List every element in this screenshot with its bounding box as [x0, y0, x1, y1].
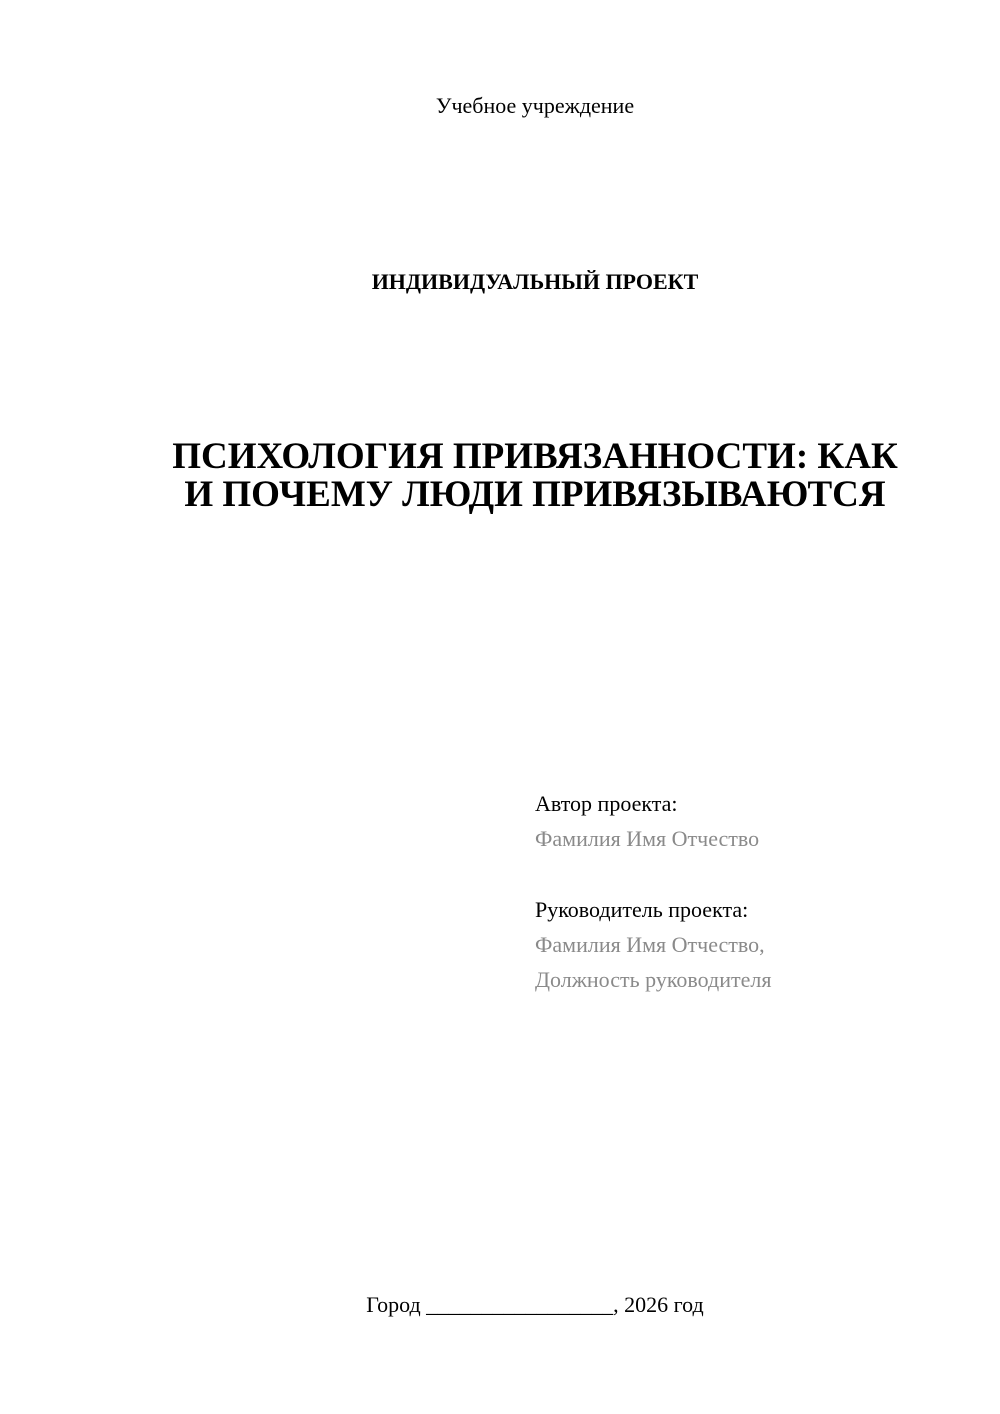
author-label: Автор проекта: [535, 791, 678, 816]
supervisor-block [535, 892, 955, 997]
document-type-heading: ИНДИВИДУАЛЬНЫЙ ПРОЕКТ [371, 269, 699, 294]
author-name-placeholder: Фамилия Имя Отчество [535, 826, 760, 851]
supervisor-position-placeholder: Должность руководителя [535, 967, 772, 992]
project-title [170, 438, 900, 514]
city-year-line: Город _________________, 2026 год [366, 1292, 704, 1317]
project-title-line-1: ПСИХОЛОГИЯ ПРИВЯЗАННОСТИ: КАК [172, 436, 898, 477]
institution-name: Учебное учреждение [435, 93, 635, 118]
supervisor-name-placeholder: Фамилия Имя Отчество, [535, 932, 765, 957]
supervisor-label: Руководитель проекта: [535, 897, 749, 922]
author-block [535, 786, 955, 856]
project-title-line-2: И ПОЧЕМУ ЛЮДИ ПРИВЯЗЫВАЮТСЯ [184, 474, 886, 515]
